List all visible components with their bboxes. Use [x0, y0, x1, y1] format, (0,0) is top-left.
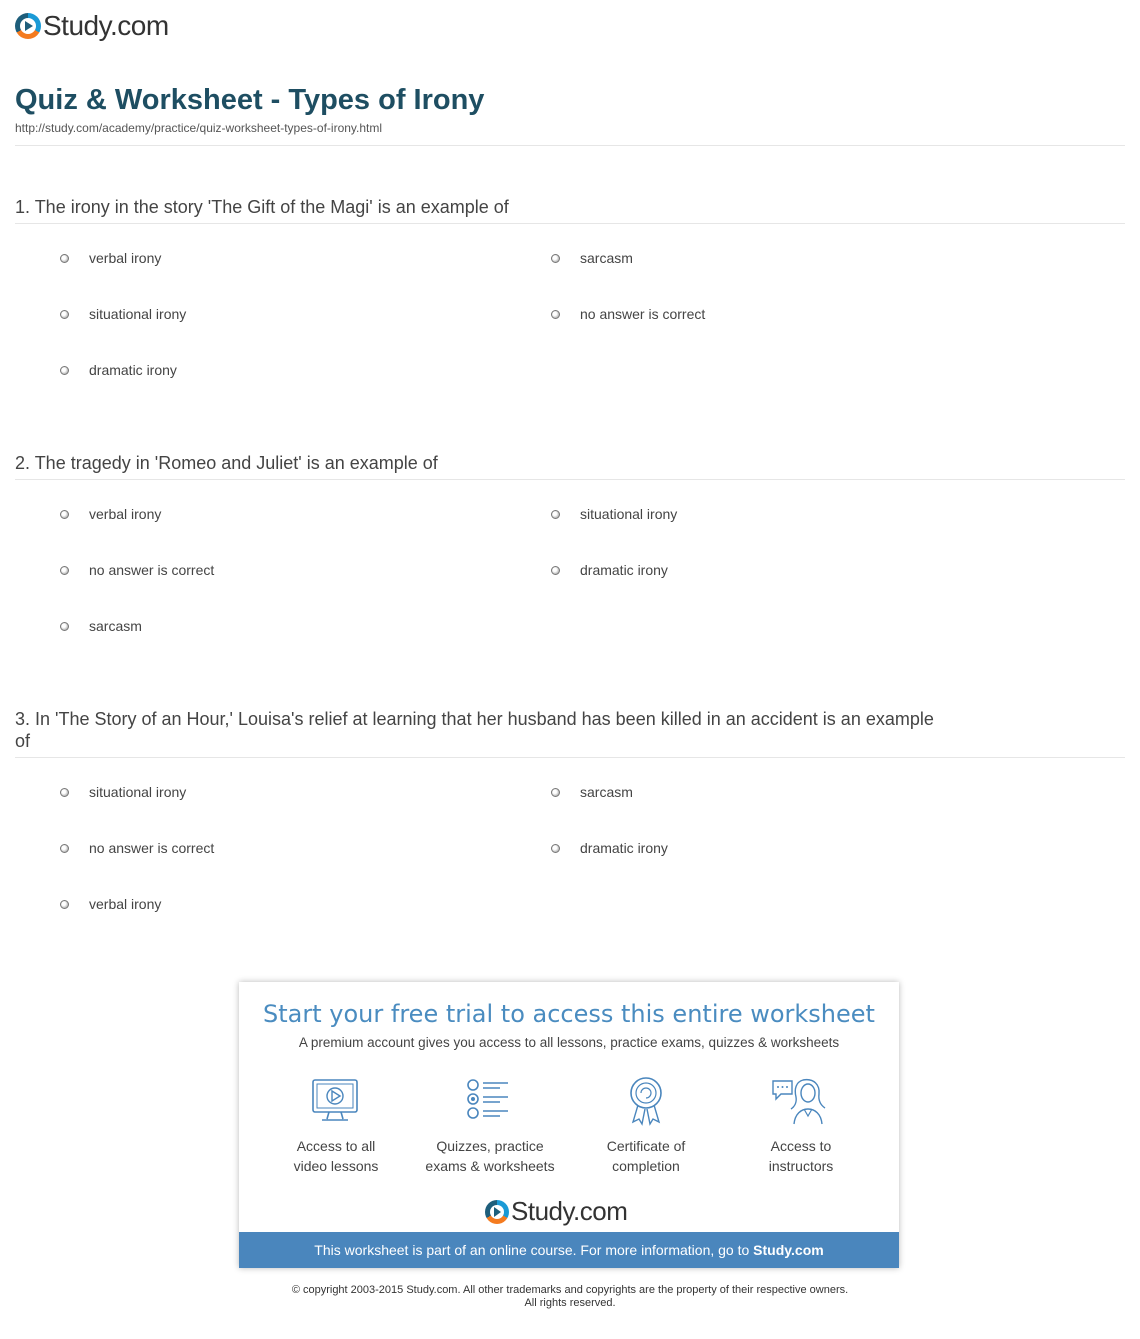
answer-label: situational irony	[580, 506, 678, 522]
promo-logo-text: Study.com	[511, 1196, 628, 1226]
answer-option[interactable]	[551, 784, 633, 800]
study-logo-icon	[15, 13, 41, 39]
divider	[15, 479, 1125, 480]
promo-subtitle: A premium account gives you access to all lessons, practice exams, quizzes & worksheets	[298, 1035, 840, 1050]
quiz-list-icon	[464, 1076, 516, 1126]
promo-title[interactable]: Start your free trial to access this entire worksheet	[263, 1000, 875, 1028]
answer-label: dramatic irony	[580, 840, 668, 856]
radio-icon[interactable]	[551, 788, 560, 797]
promo-bar-text: This worksheet is part of an online course. For more information, go to	[314, 1242, 754, 1258]
study-logo[interactable]	[15, 10, 169, 42]
answer-label: dramatic irony	[89, 362, 177, 378]
answer-option[interactable]	[60, 784, 186, 800]
radio-icon[interactable]	[551, 510, 560, 519]
radio-icon[interactable]	[60, 622, 69, 631]
study-logo-text: Study.com	[43, 10, 169, 41]
feature-label: Certificate of	[606, 1138, 686, 1154]
answer-option[interactable]	[60, 618, 142, 634]
radio-icon[interactable]	[60, 566, 69, 575]
radio-icon[interactable]	[60, 788, 69, 797]
answer-label: sarcasm	[89, 618, 142, 634]
answer-option[interactable]	[60, 306, 186, 322]
question-2-text: 2. The tragedy in 'Romeo and Juliet' is an example of	[15, 453, 438, 473]
answer-label: no answer is correct	[580, 306, 706, 322]
instructor-chat-icon	[770, 1076, 832, 1126]
answer-label: situational irony	[89, 784, 187, 800]
answer-option[interactable]	[551, 250, 633, 266]
feature-label: exams & worksheets	[425, 1158, 555, 1174]
promo-bar-link[interactable]: Study.com	[753, 1242, 824, 1258]
radio-icon[interactable]	[60, 844, 69, 853]
divider	[15, 145, 1125, 146]
answer-option[interactable]	[551, 562, 668, 578]
copyright-line: © copyright 2003-2015 Study.com. All other trademarks and copyrights are the property of their respective owners.	[291, 1284, 849, 1296]
page-url: http://study.com/academy/practice/quiz-worksheet-types-of-irony.html	[15, 121, 383, 135]
feature-label: Access to all	[296, 1138, 376, 1154]
answer-option[interactable]	[551, 506, 677, 522]
radio-icon[interactable]	[551, 566, 560, 575]
study-logo-icon	[485, 1200, 509, 1224]
feature-video-lessons	[261, 1076, 411, 1176]
answer-option[interactable]	[60, 896, 161, 912]
copyright-footer	[0, 1284, 1140, 1310]
feature-label: video lessons	[293, 1158, 379, 1174]
radio-icon[interactable]	[60, 366, 69, 375]
feature-certificate	[571, 1076, 721, 1176]
radio-icon[interactable]	[60, 310, 69, 319]
answer-option[interactable]	[60, 362, 177, 378]
answer-option[interactable]	[551, 306, 705, 322]
radio-icon[interactable]	[551, 254, 560, 263]
question-1-text: 1. The irony in the story 'The Gift of the Magi' is an example of	[15, 197, 509, 217]
answer-label: dramatic irony	[580, 562, 668, 578]
answer-label: no answer is correct	[89, 562, 215, 578]
feature-label: Quizzes, practice	[436, 1138, 544, 1154]
radio-icon[interactable]	[60, 900, 69, 909]
answer-option[interactable]	[551, 840, 668, 856]
promo-study-logo[interactable]	[485, 1196, 627, 1227]
answer-label: situational irony	[89, 306, 187, 322]
radio-icon[interactable]	[551, 310, 560, 319]
feature-label: completion	[612, 1158, 680, 1174]
answer-option[interactable]	[60, 840, 214, 856]
radio-icon[interactable]	[60, 510, 69, 519]
answer-option[interactable]	[60, 562, 214, 578]
answer-label: sarcasm	[580, 784, 633, 800]
page-title: Quiz & Worksheet - Types of Irony	[15, 84, 485, 116]
rights-line: All rights reserved.	[524, 1297, 616, 1309]
radio-icon[interactable]	[551, 844, 560, 853]
feature-label: Access to	[770, 1138, 832, 1154]
radio-icon[interactable]	[60, 254, 69, 263]
answer-option[interactable]	[60, 506, 161, 522]
certificate-ribbon-icon	[620, 1076, 672, 1126]
answer-label: sarcasm	[580, 250, 633, 266]
free-trial-promo	[239, 982, 899, 1268]
feature-instructors	[726, 1076, 876, 1176]
divider	[15, 757, 1125, 758]
answer-option[interactable]	[60, 250, 161, 266]
video-lesson-icon	[310, 1076, 362, 1126]
question-3-text: 3. In 'The Story of an Hour,' Louisa's relief at learning that her husband has been killed in an accident is an example of	[15, 709, 934, 751]
answer-label: verbal irony	[89, 506, 162, 522]
answer-label: no answer is correct	[89, 840, 215, 856]
divider	[15, 223, 1125, 224]
answer-label: verbal irony	[89, 250, 162, 266]
answer-label: verbal irony	[89, 896, 162, 912]
promo-info-bar	[239, 1232, 899, 1268]
feature-quizzes	[415, 1076, 565, 1176]
feature-label: instructors	[768, 1158, 834, 1174]
